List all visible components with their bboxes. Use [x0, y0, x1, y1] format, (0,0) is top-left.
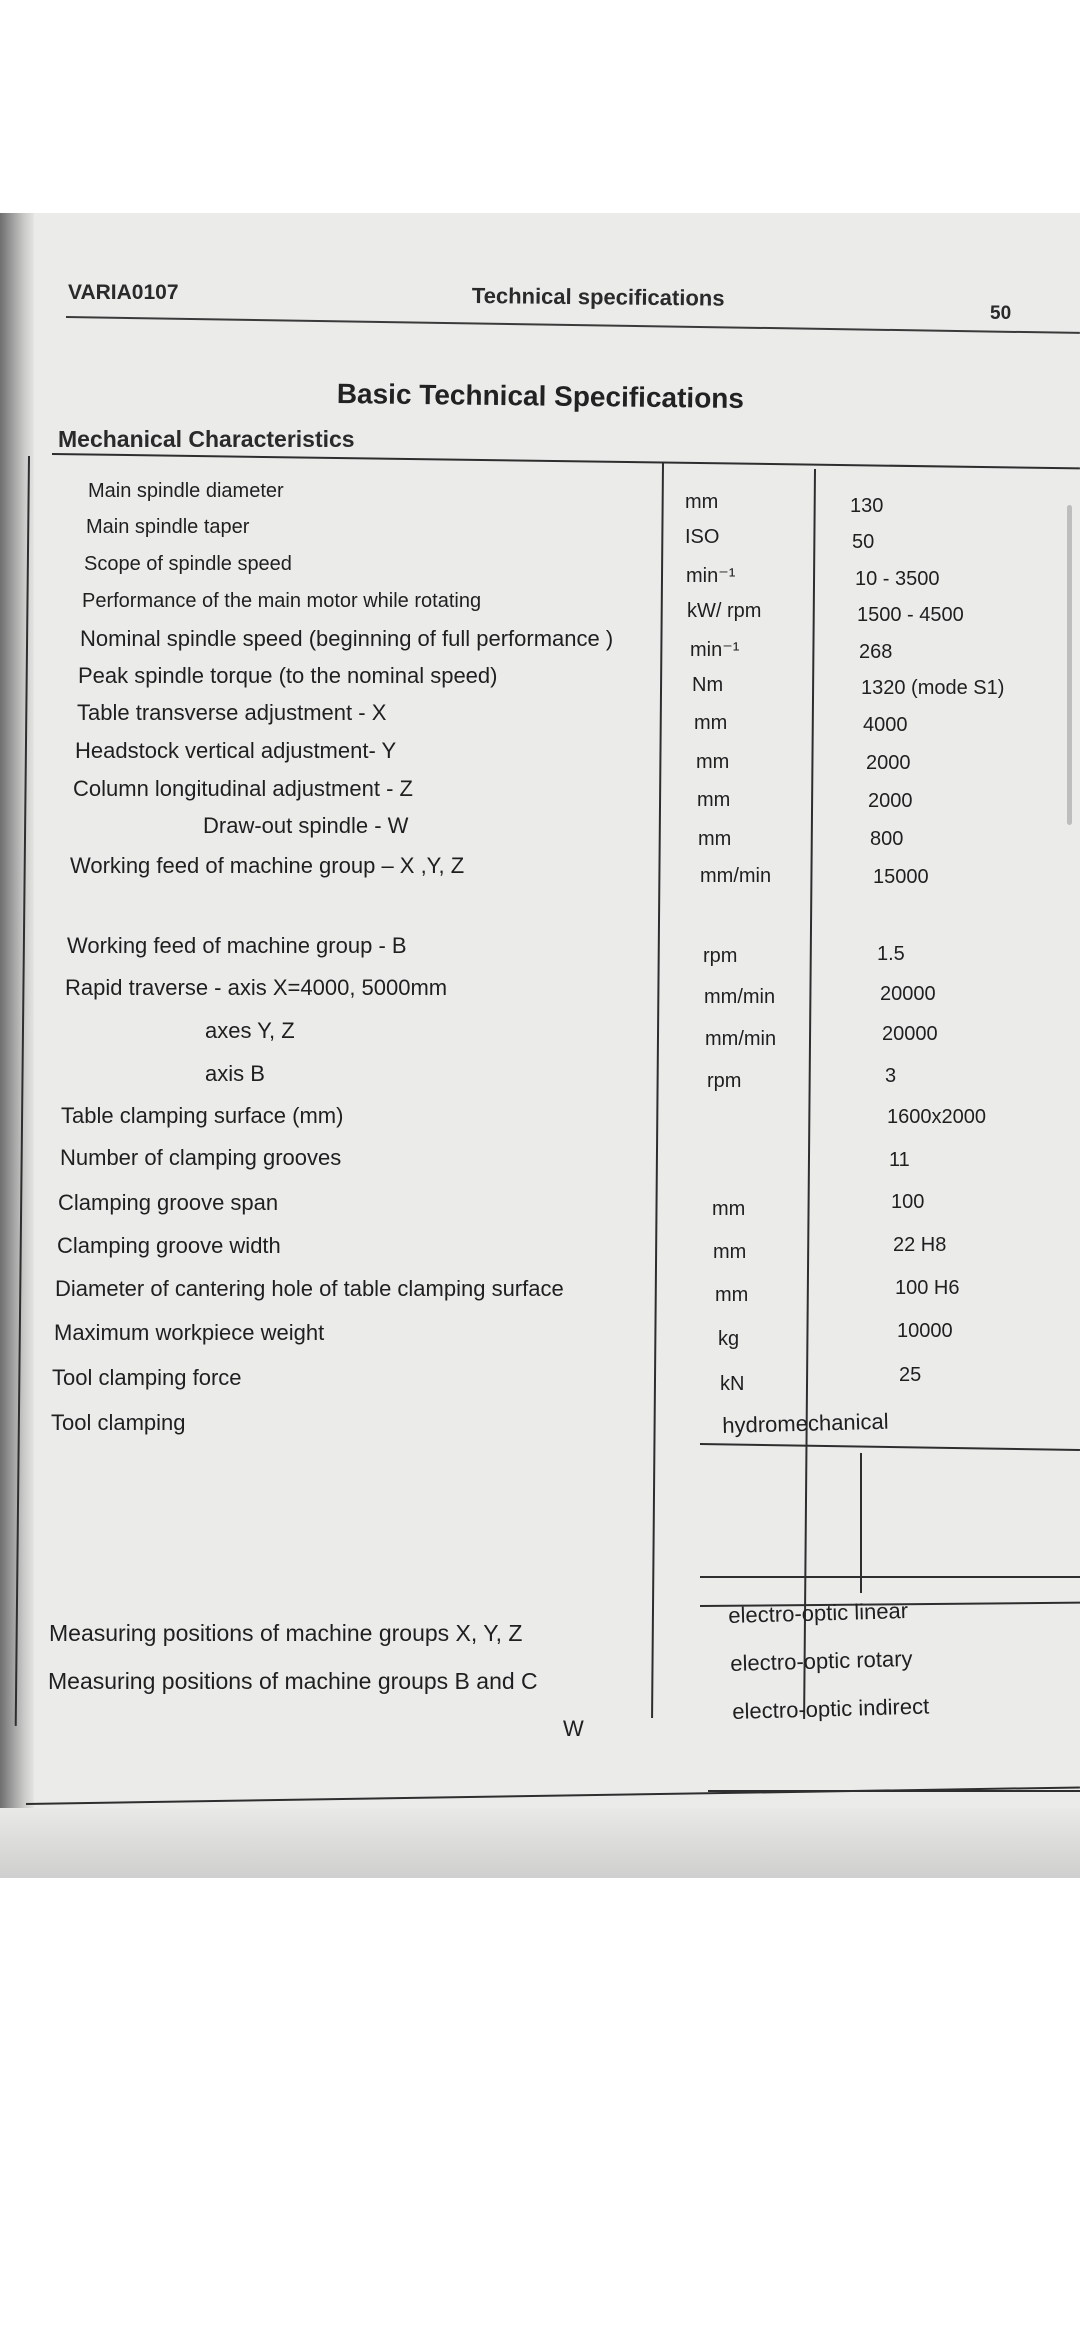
value-cell: 100 [891, 1191, 925, 1213]
value-cell: 11 [889, 1149, 910, 1171]
unit-cell: mm [698, 828, 732, 850]
value-cell: 10 - 3500 [855, 568, 940, 590]
param-cell: Rapid traverse - axis X=4000, 5000mm [65, 975, 448, 1000]
param-cell: Main spindle diameter [88, 480, 284, 502]
value-cell: 100 H6 [895, 1277, 960, 1299]
page-shadow-bottom [0, 1808, 1080, 1878]
param-cell: axis B [205, 1061, 265, 1086]
document-photo [0, 213, 1080, 1878]
table-bottom-border [26, 1786, 1080, 1805]
param-cell: Table clamping surface (mm) [61, 1103, 344, 1128]
page-number: 50 [990, 303, 1012, 324]
param-cell: Diameter of cantering hole of table clamping surface [55, 1276, 564, 1301]
unit-cell: kg [718, 1328, 740, 1350]
param-cell: Clamping groove width [57, 1233, 281, 1258]
param-cell: Table transverse adjustment - X [77, 700, 387, 725]
param-cell: Peak spindle torque (to the nominal speed) [78, 663, 498, 688]
unit-cell: hydromechanical [722, 1408, 889, 1438]
section-subtitle: Mechanical Characteristics [58, 426, 355, 452]
param-cell: Tool clamping [51, 1410, 186, 1435]
param-cell: Column longitudinal adjustment - Z [73, 776, 413, 801]
unit-column-border [651, 463, 664, 1718]
param-cell: Nominal spindle speed (beginning of full performance ) [80, 626, 614, 651]
unit-cell: min⁻¹ [686, 565, 736, 587]
measuring-param: Measuring positions of machine groups X, Y, Z [49, 1620, 523, 1646]
scrollbar[interactable] [1067, 505, 1072, 825]
value-cell: 800 [870, 828, 904, 850]
value-cell: 1600x2000 [887, 1106, 986, 1128]
value-cell: 1.5 [877, 943, 905, 965]
section-title: Technical specifications [471, 283, 725, 311]
param-cell: Tool clamping force [52, 1365, 242, 1390]
unit-cell: mm [685, 491, 719, 513]
unit-cell: ISO [685, 526, 720, 548]
value-cell: 130 [850, 495, 884, 517]
value-column-border [803, 469, 816, 1719]
unit-cell: min⁻¹ [690, 639, 740, 661]
unit-cell: mm/min [704, 986, 776, 1008]
value-cell: 10000 [897, 1320, 953, 1342]
unit-cell: Nm [692, 674, 724, 696]
unit-cell: mm [697, 789, 731, 811]
row-divider [700, 1443, 1080, 1451]
value-cell: 20000 [882, 1023, 938, 1045]
value-cell: 2000 [868, 790, 913, 812]
unit-cell: mm [713, 1241, 747, 1263]
measuring-value: electro-optic linear [728, 1597, 909, 1628]
unit-cell: rpm [703, 945, 738, 967]
unit-cell: mm [712, 1198, 746, 1220]
param-cell: Clamping groove span [58, 1190, 279, 1215]
value-cell: 25 [899, 1364, 922, 1386]
unit-cell: rpm [707, 1070, 742, 1092]
unit-cell: mm [694, 712, 728, 734]
param-cell: Working feed of machine group - B [67, 933, 407, 958]
param-cell: Headstock vertical adjustment- Y [75, 738, 397, 763]
value-cell: 268 [859, 641, 893, 663]
param-cell: Main spindle taper [86, 516, 250, 538]
value-cell: 1320 (mode S1) [861, 677, 1005, 699]
value-cell: 22 H8 [893, 1234, 947, 1256]
unit-cell: mm [696, 751, 730, 773]
unit-cell: mm/min [700, 865, 772, 887]
value-cell: 3 [885, 1065, 897, 1087]
measuring-param: W [563, 1716, 584, 1741]
value-cell: 4000 [863, 714, 908, 736]
param-cell: axes Y, Z [205, 1018, 295, 1043]
row-divider [700, 1576, 1080, 1578]
doc-code: VARIA0107 [68, 281, 179, 304]
value-cell: 15000 [873, 866, 929, 888]
param-cell: Performance of the main motor while rotating [82, 590, 482, 612]
unit-cell: mm/min [705, 1028, 777, 1050]
measuring-param: Measuring positions of machine groups B and C [48, 1668, 538, 1694]
header-rule [66, 316, 1080, 334]
value-cell: 20000 [880, 983, 936, 1005]
unit-cell: mm [715, 1284, 749, 1306]
param-cell: Number of clamping grooves [60, 1145, 342, 1170]
param-cell: Maximum workpiece weight [54, 1320, 325, 1345]
param-cell: Working feed of machine group – X ,Y, Z [70, 853, 465, 878]
value-cell: 2000 [866, 752, 911, 774]
measuring-value: electro-optic indirect [732, 1693, 930, 1724]
measuring-value: electro-optic rotary [730, 1645, 913, 1676]
inner-column-border [860, 1453, 862, 1593]
table-top-border [52, 453, 1080, 469]
param-cell: Draw-out spindle - W [203, 813, 409, 838]
value-cell: 50 [852, 531, 875, 553]
param-cell: Scope of spindle speed [84, 553, 292, 575]
page-title: Basic Technical Specifications [336, 378, 745, 414]
unit-cell: kW/ rpm [687, 600, 762, 622]
unit-cell: kN [720, 1373, 745, 1395]
value-cell: 1500 - 4500 [857, 604, 964, 626]
